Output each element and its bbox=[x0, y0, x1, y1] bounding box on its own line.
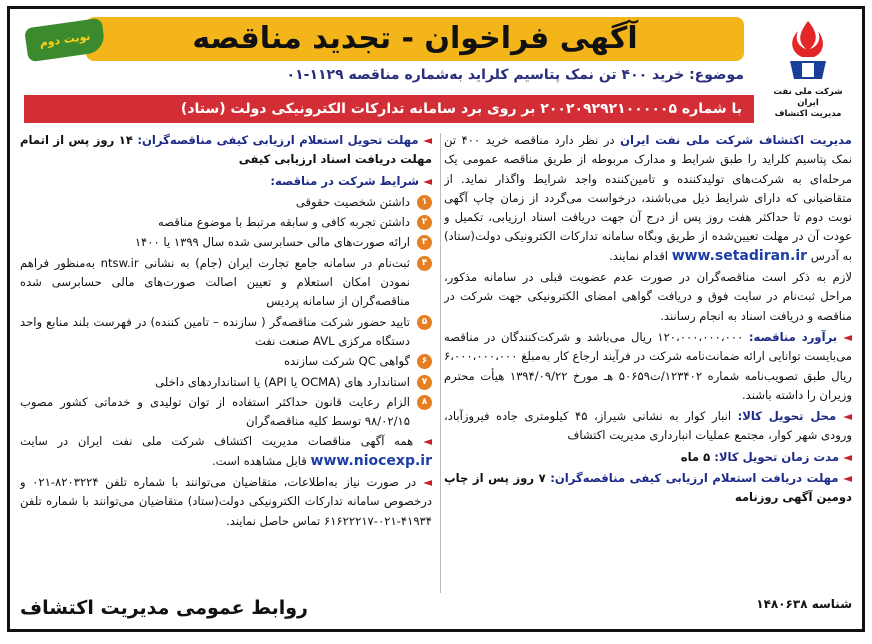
condition-item bbox=[20, 393, 432, 432]
company-logo bbox=[764, 17, 852, 123]
condition-text: داشتن تجربه کافی و سابقه مرتبط با موضوع مناقصه bbox=[158, 215, 410, 230]
condition-number: ۸ bbox=[417, 395, 432, 410]
site-note: همه آگهی مناقصات مدیریت اکتشاف شرکت ملی نفت ایران در سایت bbox=[20, 434, 414, 449]
setad-reference-bar: با شماره ۲۰۰۲۰۹۲۹۲۱۰۰۰۰۰۵ بر روی برد سامانه تدارکات الکترونیکی دولت (ستاد) bbox=[24, 95, 754, 123]
flame-logo-icon bbox=[778, 17, 838, 87]
condition-item bbox=[20, 373, 432, 392]
conditions-heading bbox=[20, 172, 432, 191]
page-title: آگهی فراخوان - تجدید مناقصه bbox=[86, 17, 744, 61]
condition-number: ۵ bbox=[417, 315, 432, 330]
condition-text: ثبت‌نام در سامانه جامع تجارت ایران (جام) به نشانی ntsw.ir به‌منظور فراهم نمودن امکان استعلام و تعیین اصالت صورت‌های مالی حسابرسی شده مناقصه‌گران از سامانه پردیس bbox=[20, 255, 410, 309]
condition-number: ۴ bbox=[417, 256, 432, 271]
bullet-icon: ◄ bbox=[839, 449, 852, 464]
notice-footer bbox=[20, 597, 852, 623]
condition-item bbox=[20, 313, 432, 352]
conditions-title: شرایط شرکت در مناقصه: bbox=[270, 173, 420, 188]
condition-item bbox=[20, 193, 432, 212]
duration-paragraph bbox=[444, 448, 852, 467]
logo-company-name: شرکت ملی نفت ایران bbox=[773, 87, 843, 108]
duration-text: ۵ ماه bbox=[680, 449, 715, 464]
site-tail: قابل مشاهده است. bbox=[212, 453, 311, 468]
round-badge: نوبت دوم bbox=[24, 18, 106, 63]
niocexp-link[interactable]: www.niocexp.ir bbox=[310, 452, 432, 469]
intro-paragraph bbox=[444, 131, 852, 266]
receive-label: مهلت دریافت استعلام ارزیابی کیفی مناقصه‌گران: bbox=[550, 471, 839, 486]
condition-item bbox=[20, 233, 432, 252]
condition-number: ۷ bbox=[417, 375, 432, 390]
bullet-icon: ◄ bbox=[418, 133, 432, 147]
tender-subject: موضوع: خرید ۴۰۰ تن نمک پتاسیم کلراید به‌شماره مناقصه ۱۱۲۹-۰۱ bbox=[286, 67, 744, 83]
bullet-icon: ◄ bbox=[416, 475, 432, 490]
condition-number: ۱ bbox=[417, 195, 432, 210]
delivery-text: انبار کوار به نشانی شیراز، ۴۵ کیلومتری جاده فیروزآباد، ورودی شهر کوار، مجتمع عملیات انبارداری مدیریت اکتشاف bbox=[444, 409, 852, 443]
deadline-label: مهلت تحویل استعلام ارزیابی کیفی مناقصه‌گران: bbox=[137, 133, 419, 147]
condition-text: داشتن شخصیت حقوقی bbox=[295, 194, 410, 209]
condition-number: ۳ bbox=[417, 235, 432, 250]
delivery-label: محل تحویل کالا: bbox=[737, 409, 837, 424]
contact-paragraph bbox=[20, 473, 432, 531]
estimate-text: ۱۲۰،۰۰۰،۰۰۰،۰۰۰ ریال می‌باشد و شرکت‌کنندگان در مناقصه می‌بایست توانایی ارائه ضمانت‌نامه شرکت در فرآیند ارجاع کار به‌مبلغ ۶،۰۰۰،۰۰۰،۰۰۰ ریال طبق تصویب‌نامه شماره ۱۲۳۴۰۲/ت۵۰۶۵۹ هـ مورخ ۱۳۹۴/۰۹/۲۲ هیأت محترم وزیران را داشته باشند. bbox=[444, 329, 852, 402]
notice-id: شناسه ۱۴۸۰۶۳۸ bbox=[756, 597, 852, 611]
column-divider bbox=[440, 133, 441, 593]
logo-dept-name: مدیریت اکتشاف bbox=[774, 109, 842, 119]
condition-text: تایید حضور شرکت مناقصه‌گر ( سازنده – تامین کننده) در فهرست بلند منابع واحد دستگاه مرکزی AVL صنعت نفت bbox=[20, 314, 410, 348]
condition-number: ۶ bbox=[417, 354, 432, 369]
condition-text: استاندارد های (OCMA یا API) یا استانداردهای داخلی bbox=[155, 374, 410, 389]
intro-tail: اقدام نمایند. bbox=[609, 248, 672, 263]
tender-notice bbox=[7, 6, 865, 632]
notice-header bbox=[16, 15, 856, 127]
estimate-label: برآورد مناقصه: bbox=[748, 329, 838, 344]
bullet-icon: ◄ bbox=[837, 329, 852, 344]
right-column bbox=[444, 131, 852, 593]
condition-item bbox=[20, 352, 432, 371]
deadline-paragraph bbox=[20, 131, 432, 170]
left-column bbox=[20, 131, 432, 593]
site-paragraph bbox=[20, 432, 432, 471]
condition-text: ارائه صورت‌های مالی حسابرسی شده سال ۱۳۹۹ یا ۱۴۰۰ bbox=[134, 235, 410, 250]
estimate-paragraph bbox=[444, 328, 852, 405]
receive-text: ۷ روز پس از چاپ دومین آگهی روزنامه bbox=[444, 471, 852, 505]
contact-text: در صورت نیاز به‌اطلاعات، متقاضیان می‌توانند با شماره تلفن ۸۲۰۳۲۲۴-۰۲۱ و درخصوص سامانه تدارکات الکترونیکی دولت(ستاد) متقاضیان می‌توانند با شماره تلفن ۴۱۹۳۴-۰۲۱-۶۱۶۲۲۲۱۷ تماس حاصل نمایند. bbox=[20, 475, 432, 528]
condition-item bbox=[20, 213, 432, 232]
bullet-icon: ◄ bbox=[419, 173, 432, 188]
registration-note: لازم به ذکر است مناقصه‌گران در صورت عدم عضویت قبلی در سامانه مذکور، مراحل ثبت‌نام در سایت فوق و دریافت گواهی امضای الکترونیکی جهت شرکت در مناقصه و دریافت اسناد به انجام رسانند. bbox=[444, 270, 852, 323]
bullet-icon: ◄ bbox=[413, 434, 432, 449]
deadline-text: ۱۴ روز پس از اتمام مهلت دریافت اسناد ارزیابی کیفی bbox=[20, 133, 432, 167]
bullet-icon: ◄ bbox=[838, 471, 852, 486]
duration-label: مدت زمان تحویل کالا: bbox=[714, 449, 840, 464]
condition-item bbox=[20, 254, 432, 312]
condition-text: الزام رعایت قانون حداکثر استفاده از توان تولیدی و خدماتی کشور مصوب ۹۸/۰۲/۱۵ توسط کلیه مناقصه‌گران bbox=[20, 394, 410, 429]
intro-text: در نظر دارد مناقصه خرید ۴۰۰ تن نمک پتاسیم کلراید را طبق شرایط و مدارک مربوطه از طریق مناقصه عمومی یک مرحله‌ای به شرکت‌های تولیدکننده و تامین‌کننده واجد شرایط واگذار نماید. از متقاضیانی که دارای شرایط ذیل می‌باشند، درخواست می‌گردد از زمان چاپ آگهی نوبت دوم تا حداکثر هفت روز پس از درج آن جهت دریافت اسناد ارزیابی، تکمیل و عودت آن در مهلت تعیین‌شده از طریق وبگاه سامانه تدارکات الکترونیکی دولت(ستاد) به آدرس bbox=[444, 133, 852, 263]
notice-body bbox=[20, 131, 852, 593]
bullet-icon: ◄ bbox=[836, 409, 852, 424]
public-relations-signature: روابط عمومی مدیریت اکتشاف bbox=[20, 597, 308, 619]
setadiran-link[interactable]: www.setadiran.ir bbox=[671, 247, 808, 264]
intro-lead: مدیریت اکتشاف شرکت ملی نفت ایران bbox=[620, 133, 852, 147]
condition-text: گواهی QC شرکت سازنده bbox=[283, 354, 410, 369]
delivery-paragraph bbox=[444, 407, 852, 446]
condition-number: ۲ bbox=[417, 215, 432, 230]
receive-paragraph bbox=[444, 469, 852, 508]
